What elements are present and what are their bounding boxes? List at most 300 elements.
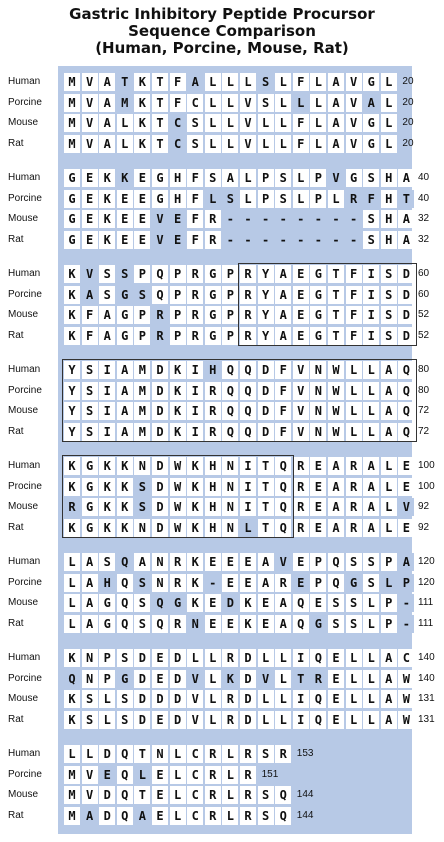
residue-cell: M	[64, 135, 80, 153]
residue-cell: N	[152, 745, 168, 763]
residue-cell: G	[346, 169, 362, 187]
residue-cell: K	[64, 649, 80, 667]
residue-cell: D	[152, 457, 168, 475]
residue-cell: A	[328, 498, 344, 516]
residue-cell: S	[328, 594, 344, 612]
residue-cell: L	[346, 423, 362, 441]
residue-cell: P	[398, 574, 414, 592]
residue-cell: P	[381, 594, 397, 612]
residue-count: 151	[261, 768, 279, 780]
residue-cell: E	[328, 649, 344, 667]
residue-cell: I	[99, 382, 115, 400]
residue-cell: G	[170, 594, 186, 612]
residue-cell: G	[117, 327, 133, 345]
residue-cell: L	[328, 190, 344, 208]
residue-cell: H	[170, 169, 186, 187]
residue-cell: -	[240, 231, 256, 249]
residue-cell: G	[152, 169, 168, 187]
residue-cell: Q	[222, 402, 238, 420]
residue-cell: L	[346, 382, 362, 400]
residue-cell: A	[363, 94, 379, 112]
residue-cell: D	[240, 670, 256, 688]
residue-cell: K	[99, 519, 115, 537]
residue-cell: F	[170, 94, 186, 112]
residue-cell: F	[346, 286, 362, 304]
residue-cell: L	[310, 94, 326, 112]
residue-cell: P	[99, 670, 115, 688]
residue-cell: E	[134, 169, 150, 187]
residue-cell: H	[381, 190, 397, 208]
residue-cell: K	[170, 423, 186, 441]
residue-cell: R	[205, 210, 221, 228]
residue-cell: L	[363, 382, 379, 400]
residue-cell: E	[293, 306, 309, 324]
residue-cell: E	[152, 649, 168, 667]
residue-cell: M	[134, 382, 150, 400]
residue-cell: K	[99, 190, 115, 208]
residue-cell: Q	[117, 594, 133, 612]
species-label: Porcine	[8, 576, 42, 588]
residue-cell: R	[222, 649, 238, 667]
residue-cell: G	[64, 190, 80, 208]
species-label: Human	[8, 364, 41, 375]
residue-cell: D	[152, 519, 168, 537]
residue-cell: A	[381, 649, 397, 667]
residue-cell: F	[275, 361, 291, 379]
residue-cell: T	[152, 73, 168, 91]
residue-cell: Y	[64, 402, 80, 420]
residue-cell: A	[398, 169, 414, 187]
residue-cell: G	[117, 286, 133, 304]
residue-cell: E	[134, 210, 150, 228]
residue-cell: R	[293, 519, 309, 537]
residue-cell: S	[363, 210, 379, 228]
residue-cell: P	[170, 306, 186, 324]
residue-cell: V	[240, 94, 256, 112]
residue-count: 40	[418, 172, 430, 183]
residue-cell: C	[187, 766, 203, 784]
residue-cell: R	[240, 786, 256, 804]
residue-cell: Y	[258, 306, 274, 324]
residue-cell: R	[187, 306, 203, 324]
residue-cell: Q	[398, 423, 414, 441]
residue-cell: L	[363, 711, 379, 729]
residue-cell: F	[187, 169, 203, 187]
residue-cell: N	[222, 498, 238, 516]
residue-cell: L	[205, 190, 221, 208]
residue-cell: R	[240, 745, 256, 763]
residue-cell: R	[170, 615, 186, 633]
residue-cell: N	[187, 615, 203, 633]
residue-cell: T	[152, 114, 168, 132]
residue-cell: L	[363, 423, 379, 441]
residue-cell: R	[205, 423, 221, 441]
residue-count: 120	[418, 576, 435, 588]
residue-cell: Q	[398, 361, 414, 379]
residue-cell: -	[205, 574, 221, 592]
residue-cell: E	[293, 327, 309, 345]
residue-cell: L	[275, 114, 291, 132]
residue-cell: G	[363, 73, 379, 91]
residue-cell: F	[82, 327, 98, 345]
residue-count: 92	[418, 501, 430, 512]
residue-cell: A	[381, 711, 397, 729]
residue-cell: G	[64, 231, 80, 249]
residue-count: 92	[418, 521, 430, 533]
residue-cell: C	[187, 786, 203, 804]
residue-cell: A	[99, 135, 115, 153]
residue-cell: S	[82, 382, 98, 400]
residue-cell: D	[398, 306, 414, 324]
residue-cell: Q	[117, 615, 133, 633]
residue-cell: Q	[293, 615, 309, 633]
residue-cell: D	[134, 690, 150, 708]
residue-cell: A	[82, 574, 98, 592]
residue-cell: E	[310, 478, 326, 496]
residue-cell: K	[117, 498, 133, 516]
residue-cell: Q	[240, 423, 256, 441]
residue-cell: S	[82, 423, 98, 441]
residue-cell: L	[381, 73, 397, 91]
residue-cell: E	[99, 766, 115, 784]
species-label: Human	[8, 460, 41, 471]
residue-cell: Q	[152, 594, 168, 612]
residue-cell: L	[170, 807, 186, 825]
residue-cell: D	[99, 807, 115, 825]
residue-cell: R	[205, 231, 221, 249]
residue-cell: F	[346, 327, 362, 345]
residue-cell: D	[170, 649, 186, 667]
residue-count: 140	[418, 672, 435, 684]
residue-cell: M	[64, 73, 80, 91]
residue-cell: P	[222, 286, 238, 304]
residue-cell: F	[187, 231, 203, 249]
residue-cell: F	[187, 190, 203, 208]
residue-cell: F	[346, 265, 362, 283]
residue-count: 144	[296, 809, 314, 821]
residue-cell: T	[258, 478, 274, 496]
residue-cell: T	[258, 519, 274, 537]
residue-cell: K	[64, 327, 80, 345]
residue-cell: A	[381, 361, 397, 379]
residue-cell: M	[64, 807, 80, 825]
species-label: Rat	[8, 617, 24, 629]
residue-cell: A	[381, 690, 397, 708]
residue-cell: I	[99, 423, 115, 441]
residue-cell: A	[328, 519, 344, 537]
residue-cell: D	[258, 423, 274, 441]
residue-cell: T	[293, 670, 309, 688]
residue-cell: M	[64, 786, 80, 804]
species-label: Rat	[8, 233, 24, 245]
residue-cell: L	[293, 94, 309, 112]
residue-cell: L	[258, 114, 274, 132]
residue-cell: D	[170, 690, 186, 708]
residue-cell: I	[240, 478, 256, 496]
residue-cell: -	[258, 210, 274, 228]
residue-cell: S	[82, 711, 98, 729]
residue-cell: L	[381, 519, 397, 537]
residue-cell: L	[222, 786, 238, 804]
residue-cell: A	[275, 306, 291, 324]
residue-cell: A	[363, 519, 379, 537]
residue-cell: A	[134, 553, 150, 571]
residue-cell: D	[152, 478, 168, 496]
residue-cell: R	[310, 670, 326, 688]
residue-cell: K	[64, 711, 80, 729]
residue-cell: L	[363, 361, 379, 379]
residue-cell: L	[205, 73, 221, 91]
residue-cell: G	[117, 670, 133, 688]
residue-cell: L	[222, 114, 238, 132]
residue-cell: G	[82, 457, 98, 475]
residue-cell: I	[187, 361, 203, 379]
species-label: Human	[8, 172, 41, 183]
residue-cell: S	[134, 594, 150, 612]
residue-cell: I	[363, 286, 379, 304]
residue-cell: I	[293, 649, 309, 667]
residue-cell: L	[222, 73, 238, 91]
residue-cell: E	[205, 553, 221, 571]
residue-cell: A	[117, 382, 133, 400]
residue-cell: K	[64, 306, 80, 324]
residue-cell: T	[258, 498, 274, 516]
residue-cell: S	[258, 73, 274, 91]
residue-cell: R	[240, 306, 256, 324]
residue-cell: -	[222, 210, 238, 228]
residue-cell: E	[205, 594, 221, 612]
residue-cell: Q	[117, 766, 133, 784]
residue-cell: M	[134, 361, 150, 379]
residue-cell: L	[82, 745, 98, 763]
residue-cell: A	[99, 114, 115, 132]
residue-cell: L	[170, 745, 186, 763]
residue-cell: P	[170, 265, 186, 283]
residue-cell: V	[82, 135, 98, 153]
residue-cell: I	[363, 306, 379, 324]
residue-cell: K	[64, 690, 80, 708]
residue-cell: L	[205, 114, 221, 132]
residue-cell: R	[240, 327, 256, 345]
residue-cell: K	[170, 402, 186, 420]
residue-cell: D	[152, 690, 168, 708]
residue-cell: A	[328, 94, 344, 112]
residue-cell: P	[310, 574, 326, 592]
residue-cell: A	[398, 210, 414, 228]
residue-cell: S	[222, 190, 238, 208]
residue-cell: R	[275, 745, 291, 763]
residue-cell: A	[82, 553, 98, 571]
residue-cell: K	[117, 519, 133, 537]
residue-cell: R	[205, 382, 221, 400]
residue-cell: M	[117, 94, 133, 112]
residue-cell: D	[258, 361, 274, 379]
residue-cell: L	[346, 711, 362, 729]
residue-cell: K	[187, 553, 203, 571]
residue-cell: F	[363, 190, 379, 208]
residue-cell: W	[398, 670, 414, 688]
residue-cell: E	[82, 169, 98, 187]
residue-cell: K	[170, 361, 186, 379]
residue-cell: K	[99, 169, 115, 187]
residue-cell: R	[240, 766, 256, 784]
residue-cell: S	[99, 553, 115, 571]
residue-cell: T	[134, 745, 150, 763]
residue-cell: I	[187, 423, 203, 441]
residue-cell: E	[310, 594, 326, 612]
residue-cell: C	[398, 649, 414, 667]
residue-cell: D	[240, 711, 256, 729]
residue-count: 32	[418, 213, 430, 224]
residue-cell: E	[328, 670, 344, 688]
residue-cell: V	[82, 265, 98, 283]
residue-cell: E	[117, 190, 133, 208]
residue-cell: I	[240, 498, 256, 516]
residue-cell: L	[363, 670, 379, 688]
residue-cell: L	[346, 670, 362, 688]
residue-cell: A	[258, 553, 274, 571]
residue-cell: A	[328, 457, 344, 475]
residue-cell: V	[398, 498, 414, 516]
residue-cell: C	[187, 807, 203, 825]
residue-cell: H	[381, 169, 397, 187]
residue-cell: L	[363, 615, 379, 633]
residue-cell: S	[187, 135, 203, 153]
residue-cell: A	[381, 382, 397, 400]
residue-cell: L	[275, 94, 291, 112]
residue-cell: E	[82, 190, 98, 208]
residue-cell: D	[222, 594, 238, 612]
residue-cell: N	[152, 553, 168, 571]
species-label: Mouse	[8, 501, 39, 512]
residue-cell: R	[293, 457, 309, 475]
species-label: Mouse	[8, 789, 39, 800]
residue-cell: A	[222, 169, 238, 187]
residue-cell: C	[170, 114, 186, 132]
residue-cell: P	[170, 286, 186, 304]
residue-cell: N	[222, 457, 238, 475]
residue-cell: D	[152, 423, 168, 441]
species-label: Rat	[8, 329, 24, 341]
residue-cell: D	[134, 670, 150, 688]
residue-cell: A	[328, 114, 344, 132]
residue-cell: I	[187, 402, 203, 420]
residue-cell: A	[275, 615, 291, 633]
residue-cell: P	[222, 327, 238, 345]
residue-cell: S	[134, 286, 150, 304]
residue-cell: L	[205, 649, 221, 667]
residue-cell: E	[240, 553, 256, 571]
residue-cell: Q	[293, 594, 309, 612]
residue-cell: Q	[275, 519, 291, 537]
residue-cell: W	[328, 423, 344, 441]
residue-cell: A	[275, 594, 291, 612]
residue-cell: S	[117, 690, 133, 708]
residue-cell: N	[310, 402, 326, 420]
residue-cell: Q	[240, 402, 256, 420]
species-label: Rat	[8, 521, 24, 533]
residue-cell: L	[170, 766, 186, 784]
residue-cell: S	[82, 361, 98, 379]
residue-cell: T	[117, 73, 133, 91]
residue-cell: K	[170, 382, 186, 400]
residue-cell: T	[152, 94, 168, 112]
residue-cell: W	[170, 478, 186, 496]
residue-cell: G	[82, 519, 98, 537]
residue-cell: Q	[275, 457, 291, 475]
residue-cell: K	[64, 265, 80, 283]
residue-count: 120	[418, 556, 435, 567]
residue-cell: N	[222, 519, 238, 537]
residue-cell: L	[222, 766, 238, 784]
residue-cell: K	[134, 73, 150, 91]
residue-cell: W	[170, 457, 186, 475]
residue-cell: H	[205, 478, 221, 496]
residue-cell: L	[240, 519, 256, 537]
residue-cell: L	[222, 135, 238, 153]
residue-cell: Q	[117, 807, 133, 825]
residue-cell: Q	[310, 649, 326, 667]
residue-cell: Q	[398, 402, 414, 420]
residue-cell: E	[152, 670, 168, 688]
residue-cell: E	[310, 457, 326, 475]
residue-cell: V	[82, 786, 98, 804]
residue-cell: E	[258, 594, 274, 612]
residue-cell: A	[363, 498, 379, 516]
residue-cell: L	[310, 135, 326, 153]
residue-cell: A	[99, 73, 115, 91]
residue-cell: A	[381, 670, 397, 688]
residue-cell: V	[187, 690, 203, 708]
residue-cell: S	[258, 94, 274, 112]
residue-cell: L	[222, 745, 238, 763]
residue-cell: L	[205, 135, 221, 153]
residue-cell: A	[187, 73, 203, 91]
residue-cell: F	[293, 114, 309, 132]
residue-cell: E	[293, 574, 309, 592]
residue-cell: E	[82, 210, 98, 228]
residue-cell: R	[152, 327, 168, 345]
residue-cell: S	[117, 265, 133, 283]
residue-cell: Q	[240, 361, 256, 379]
residue-cell: S	[346, 553, 362, 571]
species-label: Mouse	[8, 213, 39, 224]
residue-cell: V	[328, 169, 344, 187]
residue-count: 52	[418, 329, 430, 341]
residue-cell: G	[310, 327, 326, 345]
residue-cell: R	[240, 807, 256, 825]
species-label: Porcine	[8, 192, 42, 204]
residue-cell: L	[310, 73, 326, 91]
species-label: Procine	[8, 480, 42, 492]
residue-cell: V	[240, 135, 256, 153]
residue-cell: R	[205, 402, 221, 420]
residue-cell: L	[346, 402, 362, 420]
residue-cell: A	[275, 265, 291, 283]
residue-cell: E	[205, 615, 221, 633]
residue-cell: K	[64, 457, 80, 475]
residue-cell: P	[310, 169, 326, 187]
residue-cell: -	[275, 210, 291, 228]
residue-cell: Y	[258, 286, 274, 304]
residue-cell: R	[205, 745, 221, 763]
residue-cell: G	[205, 265, 221, 283]
residue-cell: N	[310, 423, 326, 441]
residue-cell: K	[64, 286, 80, 304]
residue-cell: V	[82, 94, 98, 112]
residue-cell: G	[99, 615, 115, 633]
residue-cell: K	[187, 594, 203, 612]
